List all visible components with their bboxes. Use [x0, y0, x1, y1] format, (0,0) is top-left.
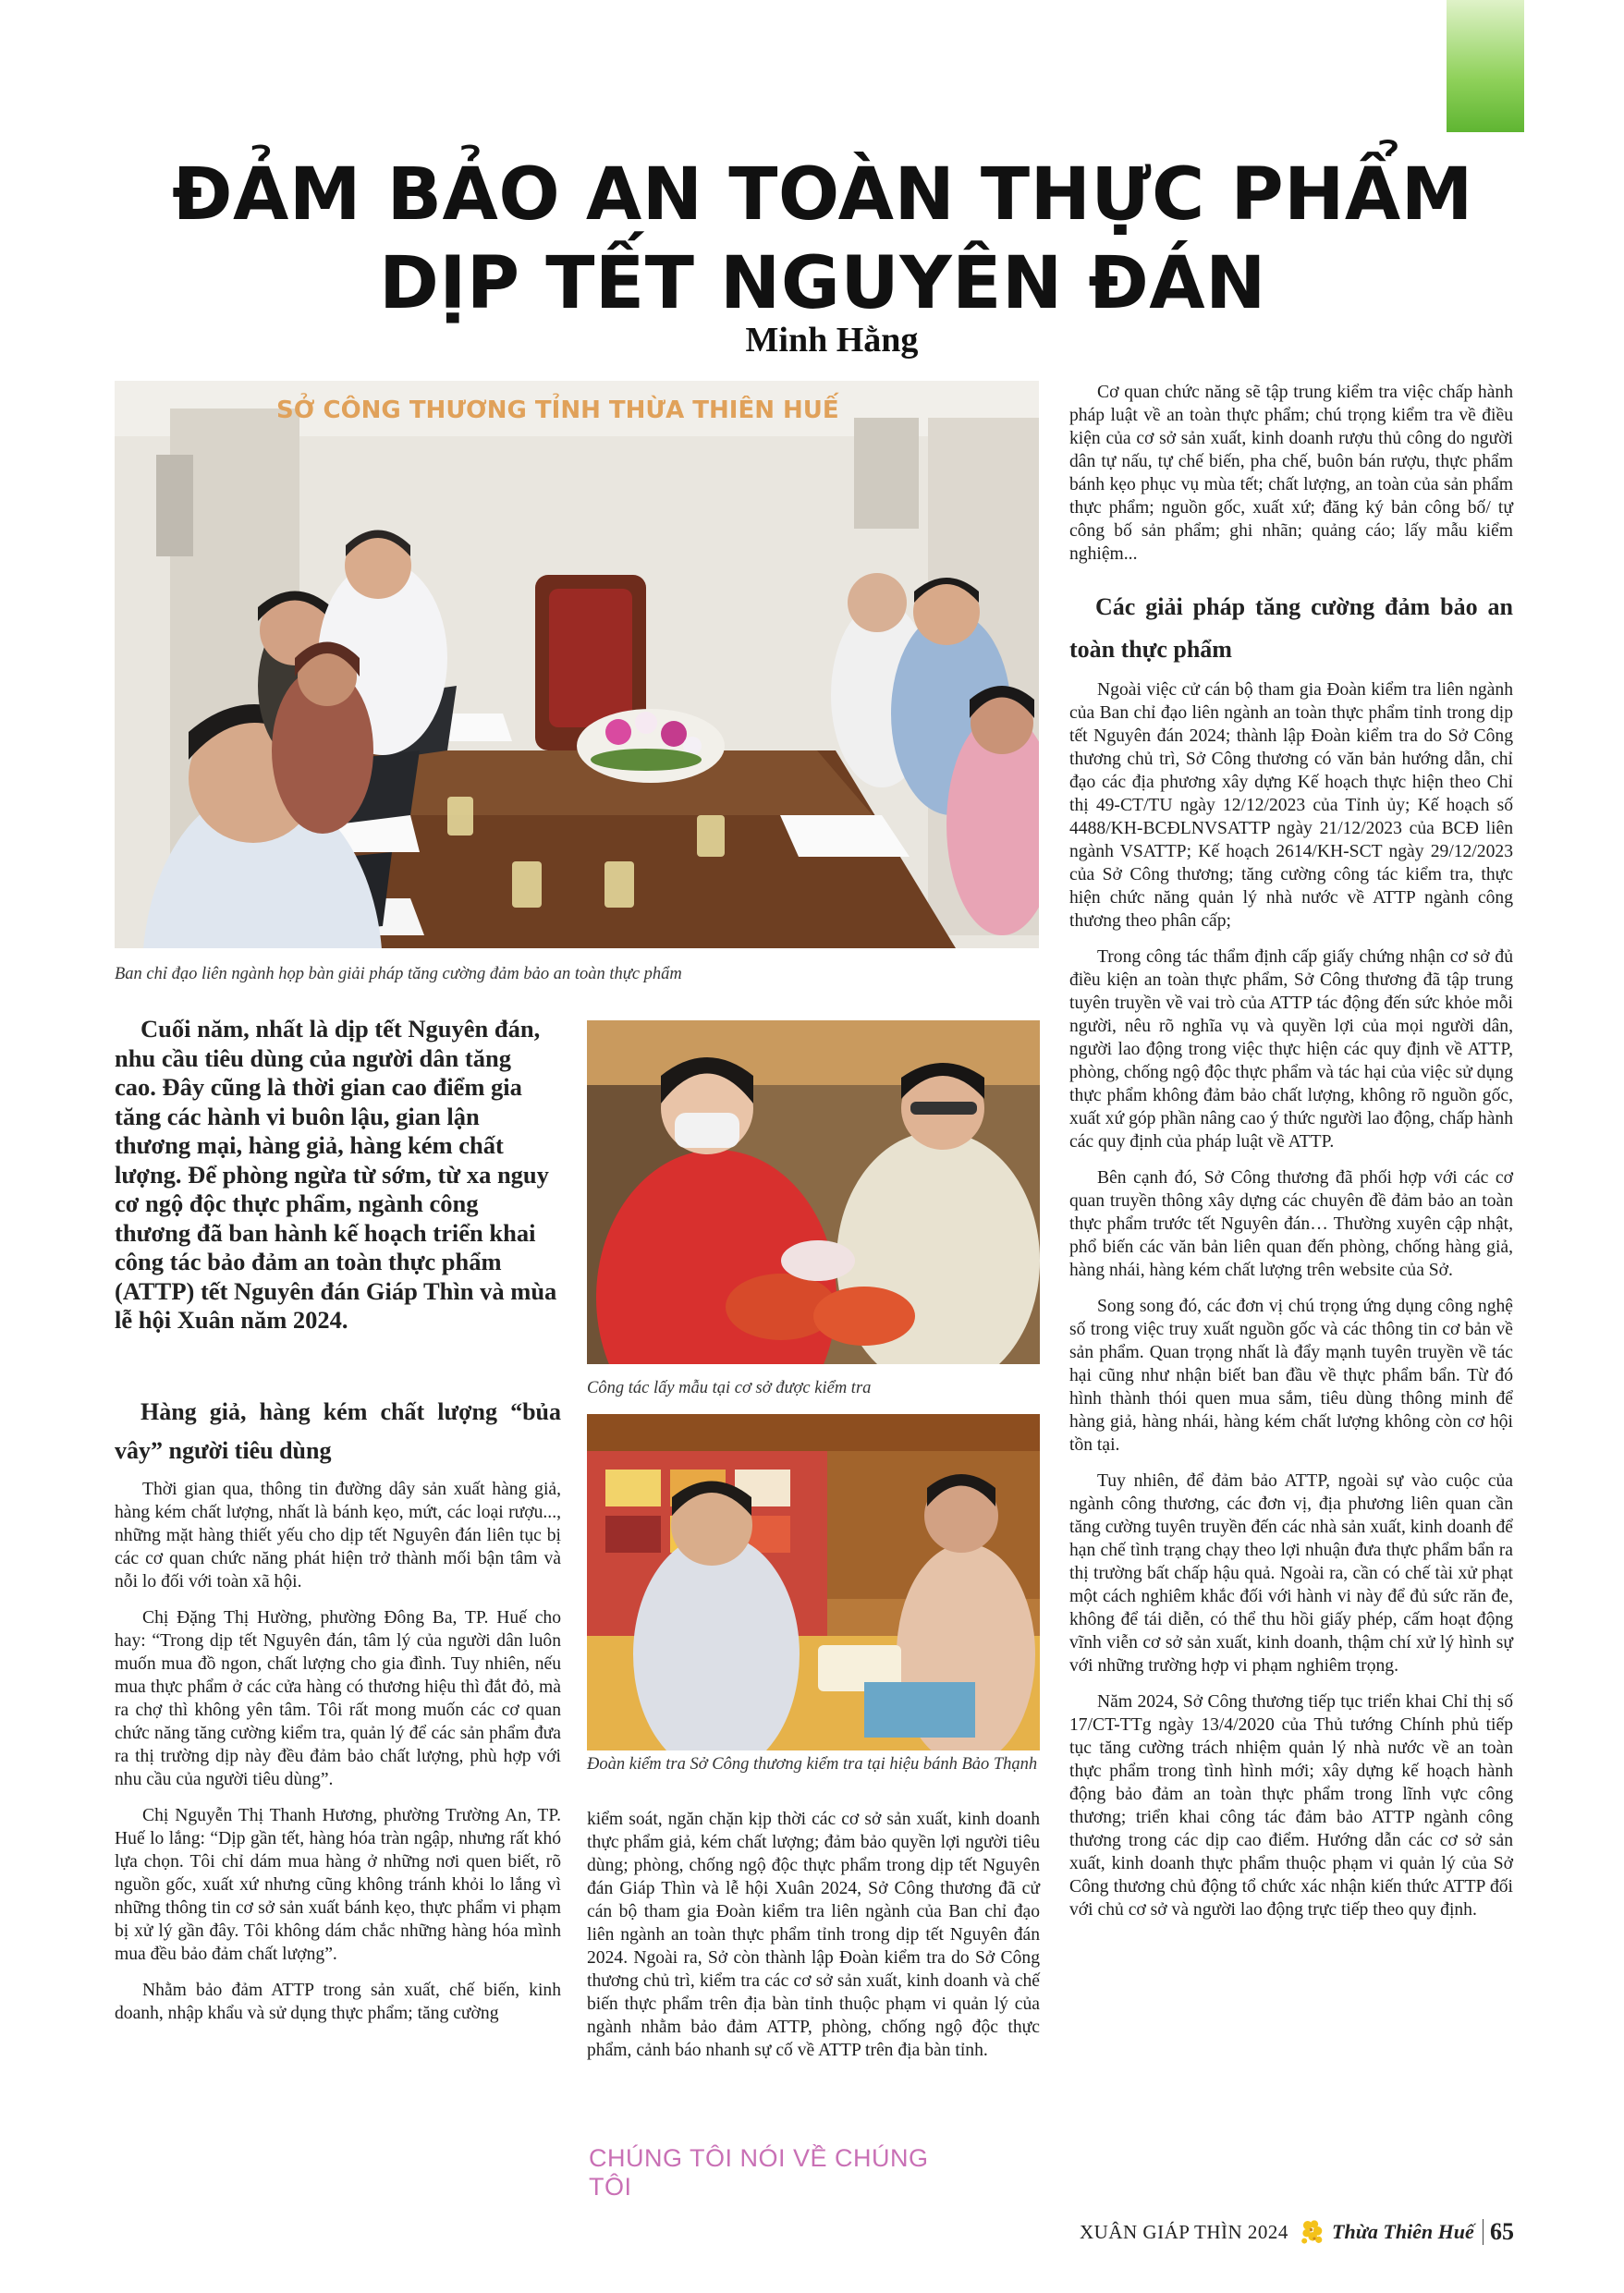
col1-paragraph: Chị Nguyễn Thị Thanh Hương, phường Trường An, TP. Huế lo lắng: “Dịp gần tết, hàng hóa tràn ngập, nhưng rất khó lựa chọn. Tôi chỉ dám mua hàng ở những nơi quen biết, rõ nguồn gốc, xuất xứ nhưng cũng không tránh khỏi lo lắng vì những thông tin cơ sở sản xuất bánh kẹo, thực phẩm vi phạm bị xử lý gần đây. Tôi không dám chắc những hàng hóa mình mua đều bảo đảm chất lượng”. — [115, 1806, 561, 1964]
col3-paragraph: Ngoài việc cử cán bộ tham gia Đoàn kiểm tra liên ngành của Ban chỉ đạo liên ngành an toàn thực phẩm tỉnh trong dịp tết Nguyên đán 2024; thành lập Đoàn kiểm tra do Sở Công thương chủ trì, Sở Công thương có văn bản hướng dẫn, chỉ đạo các địa phương xây dựng Kế hoạch thực hiện theo Chỉ thị 49-CT/TU ngày 12/12/2023 của Tỉnh ủy; Kế hoạch số 4488/KH-BCĐLNVSATTP ngày 21/12/2023 của BCĐ liên ngành VSATTP; Kế hoạch 2614/KH-SCT ngày 29/12/2023 của Sở Công thương; tăng cường công tác kiểm tra, thực hiện chức năng quản lý nhà nước về ATTP ngành công thương theo phân cấp; — [1069, 680, 1513, 931]
col3-paragraph: Song song đó, các đơn vị chú trọng ứng dụng công nghệ số trong việc truy xuất nguồn gốc và các thông tin cơ bản về sản phẩm. Quan trọng nhất là đẩy mạnh tuyên truyền về tác hại cũng như nhận biết ban đầu về thực phẩm bẩn. Từ đó hình thành thói quen mua sắm, tiêu dùng thông minh để hàng giả, hàng nhái, hàng kém chất lượng không còn cơ hội tồn tại. — [1069, 1297, 1513, 1455]
photo-inspection-caption: Đoàn kiểm tra Sở Công thương kiểm tra tại hiệu bánh Bảo Thạnh — [587, 1755, 1038, 1774]
column-2 — [587, 1808, 1040, 2075]
col3-paragraph: Trong công tác thẩm định cấp giấy chứng nhận cơ sở đủ điều kiện an toàn thực phẩm, Sở Công thương đã tập trung tuyên truyền về vai trò của ATTP tác động đến sức khỏe mỗi người, nêu rõ nghĩa vụ và quyền lợi của mọi người dân, người lao động trong việc thực hiện các quy định về ATTP, phòng, chống ngộ độc thực phẩm và tác hại của việc sử dụng thực phẩm không đảm bảo chất lượng, không rõ nguồn gốc, xuất xứ góp phần nâng cao ý thức người lao động, chấp hành các quy định của pháp luật về ATTP. — [1069, 947, 1513, 1152]
article-lead — [115, 1015, 558, 1336]
col3-paragraph: Năm 2024, Sở Công thương tiếp tục triển khai Chỉ thị số 17/CT-TTg ngày 13/4/2020 của Thủ tướng Chính phủ tiếp tục tăng cường trách nhiệm quản lý nhà nước về an toàn thực phẩm trong tình hình mới; xây dựng kế hoạch hành động bảo đảm an toàn thực phẩm trong lĩnh vực công thương; triển khai công tác đảm bảo ATTP ngành công thương trong các dịp cao điểm. Hướng dẫn các cơ sở sản xuất, kinh doanh thực phẩm thuộc phạm vi quản lý của Sở Công thương chủ động tổ chức xác nhận kiến thức ATTP đối với chủ cơ sở và người lao động trực tiếp theo quy định. — [1069, 1692, 1513, 1920]
col3-paragraph: Bên cạnh đó, Sở Công thương đã phối hợp với các cơ quan truyền thông xây dựng các chuyên đề đảm bảo an toàn thực phẩm trước tết Nguyên đán… Thường xuyên cập nhật, phổ biến các văn bản liên quan đến phòng, chống hàng giả, hàng nhái, hàng kém chất lượng trên website của Sở. — [1069, 1168, 1513, 1280]
title-line-1: ĐẢM BẢO AN TOÀN THỰC PHẨM — [172, 153, 1473, 237]
photo-inspection — [587, 1414, 1040, 1750]
apricot-flower-icon — [1298, 2208, 1326, 2256]
col1-paragraph: Chị Đặng Thị Hường, phường Đông Ba, TP. Huế cho hay: “Trong dịp tết Nguyên đán, tâm lý của người dân luôn muốn mua đồ ngon, chất lượng cho gia đình. Tuy nhiên, nếu mua thực phẩm ở các cửa hàng có thương hiệu thì đắt đỏ, mà ra chợ thì không yên tâm. Tôi rất mong muốn các cơ quan chức năng tăng cường kiểm tra, quản lý để các sản phẩm đưa ra thị trường dịp này đều đảm bảo chất lượng, phù hợp với nhu cầu của người tiêu dùng”. — [115, 1608, 561, 1789]
article-title — [139, 151, 1507, 328]
photo-meeting-caption: Ban chỉ đạo liên ngành họp bàn giải pháp tăng cường đảm bảo an toàn thực phẩm — [115, 965, 682, 983]
footer-divider — [1483, 2219, 1484, 2245]
photo-sampling-caption: Công tác lấy mẫu tại cơ sở được kiểm tra — [587, 1379, 872, 1397]
section-color-tab — [1447, 0, 1524, 132]
col3-intro: Cơ quan chức năng sẽ tập trung kiểm tra việc chấp hành pháp luật về an toàn thực phẩm; chú trọng kiểm tra về điều kiện của cơ sở sản xuất, kinh doanh rượu thủ công do người dân tự nấu, tự chế biến, pha chế, buôn bán rượu, thực phẩm bánh kẹo phục vụ mùa tết; chất lượng, an toàn của sản phẩm thực phẩm; nguồn gốc, xuất xứ; đăng ký bản công bố/ tự công bố sản phẩm; ghi nhãn; quảng cáo; lấy mẫu kiểm nghiệm... — [1069, 383, 1513, 564]
page-footer — [1080, 2214, 1514, 2250]
page-number: 65 — [1490, 2218, 1514, 2245]
column-1 — [115, 1393, 561, 2038]
photo-sampling — [587, 1020, 1040, 1364]
section-tag: CHÚNG TÔI NÓI VỀ CHÚNG TÔI — [589, 2144, 929, 2201]
col2-paragraph: kiểm soát, ngăn chặn kịp thời các cơ sở sản xuất, kinh doanh thực phẩm giả, kém chất lượng; đảm bảo quyền lợi người tiêu dùng; phòng, chống ngộ độc thực phẩm trong dịp tết Nguyên đán Giáp Thìn và lễ hội Xuân 2024, Sở Công thương đã cử cán bộ tham gia Đoàn kiểm tra liên ngành của Ban chỉ đạo liên ngành an toàn thực phẩm tỉnh trong dịp tết Nguyên đán 2024. Ngoài ra, Sở còn thành lập Đoàn kiểm tra do Sở Công thương chủ trì, kiểm tra các cơ sở sản xuất, kinh doanh và chế biến thực phẩm trên địa bàn tỉnh thuộc phạm vi quản lý của ngành nhằm bảo đảm ATTP, phòng, chống ngộ độc thực phẩm, cảnh báo nhanh sự cố về ATTP trên địa bàn tỉnh. — [587, 1810, 1040, 2060]
lead-paragraph: Cuối năm, nhất là dịp tết Nguyên đán, nhu cầu tiêu dùng của người dân tăng cao. Đây cũng là thời gian cao điểm gia tăng các hành vi buôn lậu, gian lận thương mại, hàng giả, hàng kém chất lượng. Để phòng ngừa từ sớm, từ xa nguy cơ ngộ độc thực phẩm, ngành công thương đã ban hành kế hoạch triển khai công tác bảo đảm an toàn thực phẩm (ATTP) tết Nguyên đán Giáp Thìn và mùa lễ hội Xuân năm 2024. — [115, 1015, 557, 1334]
photo-meeting — [115, 381, 1039, 948]
col1-paragraph: Nhằm bảo đảm ATTP trong sản xuất, chế biến, kinh doanh, nhập khẩu và sử dụng thực phẩm; tăng cường — [115, 1981, 561, 2023]
author-byline: Minh Hằng — [745, 321, 919, 360]
col3-paragraph: Tuy nhiên, để đảm bảo ATTP, ngoài sự vào cuộc của ngành công thương, các đơn vị, địa phương liên quan cần tăng cường tuyên truyền đến các nhà sản xuất, kinh doanh để hạn chế tình trạng chạy theo lợi nhuận đưa thực phẩm bẩn ra thị trường bất chấp hậu quả. Ngoài ra, cần có chế tài xử phạt một cách nghiêm khắc đối với hành vi này để đủ sức răn đe, không để tái diễn, có thể thu hồi giấy phép, cấm hoạt động vĩnh viễn cơ sở sản xuất, kinh doanh, thậm chí xử lý hình sự với những trường hợp vi phạm nghiêm trọng. — [1069, 1471, 1513, 1676]
meeting-banner-text: SỞ CÔNG THƯƠNG TỈNH THỪA THIÊN HUẾ — [276, 396, 839, 424]
magazine-name: Thừa Thiên Huế — [1332, 2220, 1474, 2243]
column-3 — [1069, 381, 1513, 1934]
col1-heading: Hàng giả, hàng kém chất lượng “bủa vây” người tiêu dùng — [115, 1398, 561, 1464]
title-line-2: DỊP TẾT NGUYÊN ĐÁN — [379, 242, 1266, 325]
col3-heading: Các giải pháp tăng cường đảm bảo an toàn thực phẩm — [1069, 593, 1513, 663]
col1-paragraph: Thời gian qua, thông tin đường dây sản xuất hàng giả, hàng kém chất lượng, nhất là bánh kẹo, mứt, các loại rượu..., những mặt hàng thiết yếu cho dịp tết Nguyên đán liên tục bị các cơ quan chức năng phát hiện trở thành mối bận tâm và nỗi lo đối với toàn xã hội. — [115, 1480, 561, 1592]
issue-label: XUÂN GIÁP THÌN 2024 — [1080, 2220, 1288, 2243]
